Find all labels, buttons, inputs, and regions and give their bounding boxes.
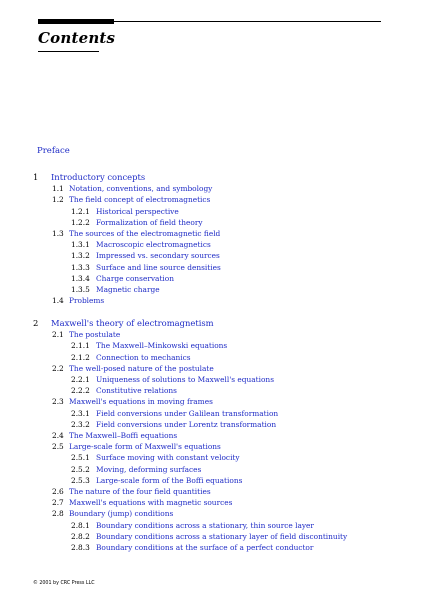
toc-entry-title-link[interactable]: Introductory concepts	[51, 172, 146, 182]
toc-entry-title-link[interactable]: Maxwell's equations with magnetic sources	[69, 498, 233, 508]
toc-entry-title-link[interactable]: Formalization of field theory	[96, 217, 203, 227]
toc-entry-title-link[interactable]: Problems	[69, 296, 105, 306]
toc-entry-title-link[interactable]: Maxwell's theory of electromagnetism	[51, 318, 214, 328]
toc-entry-title-link[interactable]: Charge conservation	[96, 273, 174, 283]
toc-entry-title-link[interactable]: Historical perspective	[96, 206, 179, 216]
toc-entry-number: 1.3.3	[71, 262, 90, 272]
toc-link-preface[interactable]: Preface	[37, 146, 70, 156]
toc-entry-number: 2.1.1	[71, 341, 90, 351]
toc-entry-title-link[interactable]: The well-posed nature of the postulate	[69, 363, 214, 373]
toc-entry-number: 2.6	[52, 487, 64, 496]
toc-entry-number: 1	[33, 172, 39, 182]
toc-entry-title-link[interactable]: Field conversions under Lorentz transformation	[96, 419, 277, 429]
page-title: Contents	[38, 29, 116, 47]
toc-entry-number: 1.3.4	[71, 273, 90, 283]
toc-entry-title-link[interactable]: The Maxwell–Minkowski equations	[96, 341, 228, 351]
toc-entry-title-link[interactable]: Magnetic charge	[96, 285, 160, 294]
toc-entry-number: 2.2.1	[71, 375, 90, 384]
toc-entry-number: 2.8.2	[71, 531, 90, 541]
toc-entry-number: 1.2.1	[71, 206, 90, 216]
toc-entry-number: 2.1.2	[71, 352, 90, 362]
toc-entry-number: 1.3.2	[71, 251, 90, 261]
toc-entry-title-link[interactable]: The nature of the four field quantities	[69, 487, 211, 496]
toc-entry-number: 2.3.2	[71, 419, 90, 429]
toc-entry-title-link[interactable]: Boundary conditions across a stationary layer of field discontinuity	[96, 531, 348, 541]
toc-entry-number: 2.2	[52, 363, 64, 373]
toc-entry-number: 2.5.1	[71, 453, 90, 463]
toc-entry-number: 2.3.1	[71, 408, 90, 418]
toc-entry-number: 2.7	[52, 498, 64, 508]
toc-entry-title-link[interactable]: Uniqueness of solutions to Maxwell's equations	[96, 375, 274, 384]
toc-entry-number: 2.5.2	[71, 464, 90, 474]
copyright-footer: © 2001 by CRC Press LLC	[33, 581, 95, 586]
toc-entry-number: 2.8	[52, 509, 64, 519]
toc-entry-number: 2.8.3	[71, 543, 90, 552]
toc-entry-title-link[interactable]: The postulate	[69, 330, 121, 340]
toc-entry-number: 2.1	[52, 330, 64, 340]
toc-entry-number: 1.2	[52, 195, 64, 205]
toc-entry-title-link[interactable]: The sources of the electromagnetic field	[69, 229, 221, 238]
toc-entry-title-link[interactable]: Large-scale form of Maxwell's equations	[69, 442, 221, 452]
toc-entry-title-link[interactable]: Macroscopic electromagnetics	[96, 240, 211, 250]
toc-entry-title-link[interactable]: Constitutive relations	[96, 386, 177, 396]
toc-entry-number: 2.4	[52, 431, 64, 440]
toc-entry-title-link[interactable]: Surface and line source densities	[96, 262, 221, 272]
toc-entry-number: 2.5	[52, 442, 64, 452]
toc-entry-title-link[interactable]: Notation, conventions, and symbology	[69, 184, 213, 194]
toc-entry-title-link[interactable]: Moving, deforming surfaces	[96, 464, 202, 474]
toc-entry-number: 2.8.1	[71, 520, 90, 530]
toc-entry-title-link[interactable]: Connection to mechanics	[96, 352, 191, 362]
toc-entry-number: 1.2.2	[71, 217, 90, 227]
toc-entry-number: 1.3.1	[71, 240, 90, 250]
toc-entry-title-link[interactable]: The field concept of electromagnetics	[69, 195, 211, 205]
toc-entry-title-link[interactable]: Large-scale form of the Boffi equations	[96, 475, 243, 485]
toc-entry-title-link[interactable]: Surface moving with constant velocity	[96, 453, 240, 463]
toc-entry-title-link[interactable]: Boundary conditions across a stationary, thin source layer	[96, 520, 314, 530]
toc-entry-title-link[interactable]: Maxwell's equations in moving frames	[69, 397, 213, 407]
toc-entry-title-link[interactable]: Impressed vs. secondary sources	[96, 251, 220, 261]
toc-entry-number: 2.5.3	[71, 475, 90, 485]
toc-entry-title-link[interactable]: Boundary (jump) conditions	[69, 509, 174, 519]
toc-entry-title-link[interactable]: Field conversions under Galilean transformation	[96, 408, 279, 418]
toc-entry-number: 1.4	[52, 296, 64, 306]
toc-entry-number: 2.2.2	[71, 386, 90, 396]
toc-entry-title-link[interactable]: The Maxwell–Boffi equations	[69, 431, 178, 440]
toc-entry-number: 1.1	[52, 184, 64, 194]
toc-entry-number: 2.3	[52, 397, 64, 407]
toc-entry-number: 2	[33, 318, 39, 328]
toc-entry-title-link[interactable]: Boundary conditions at the surface of a perfect conductor	[96, 543, 314, 552]
toc-entry-number: 1.3	[52, 229, 64, 238]
toc-entry-number: 1.3.5	[71, 285, 90, 294]
